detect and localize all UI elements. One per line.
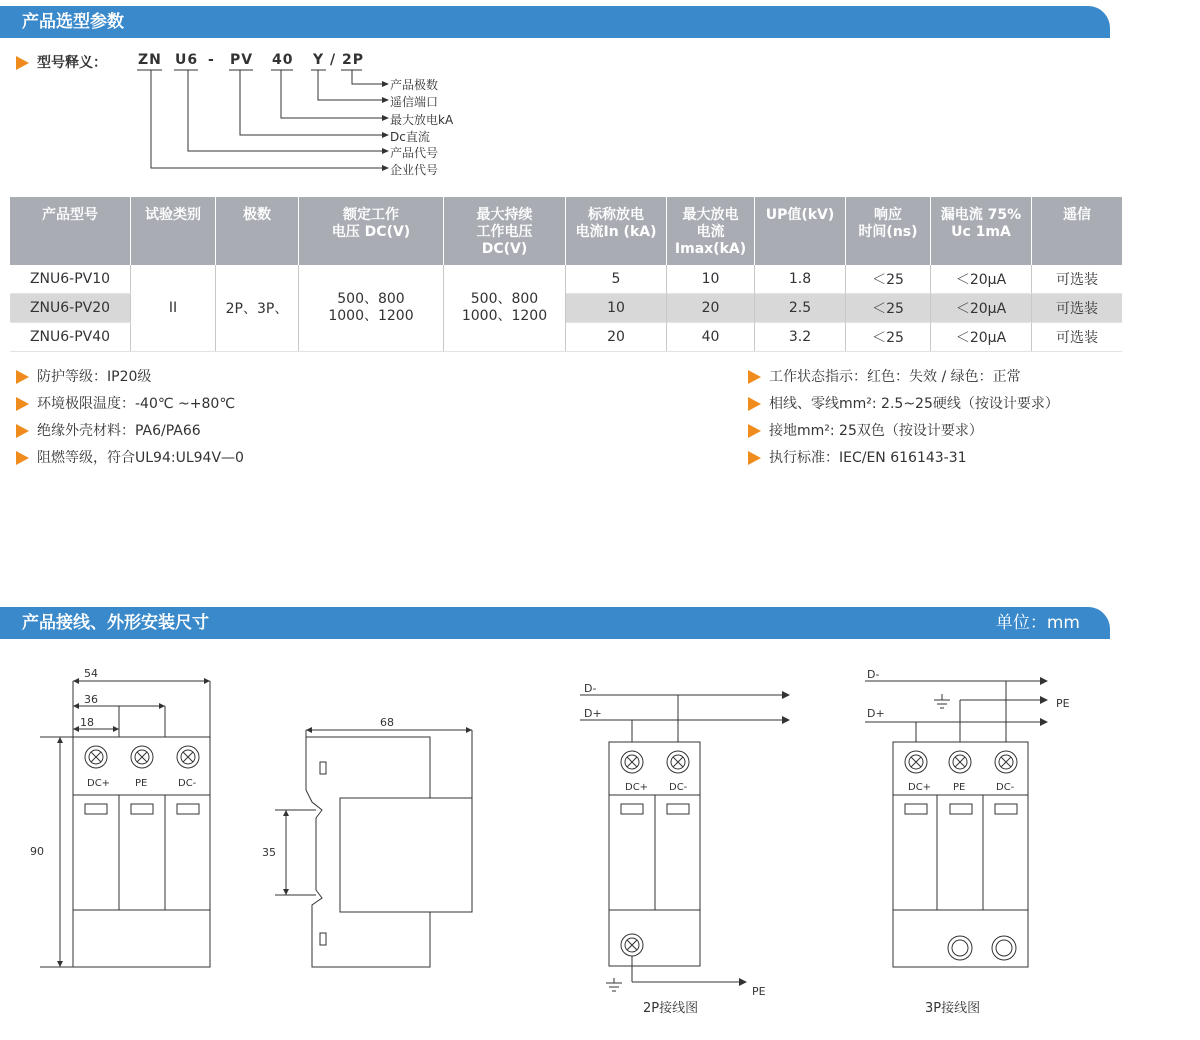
- feature-right-2: 相线、零线mm²: 2.5~25硬线（按设计要求）: [748, 394, 1059, 414]
- cell-in: 20: [566, 323, 667, 352]
- cell-remote: 可选装: [1032, 294, 1123, 323]
- 2p-line-dminus: D-: [584, 682, 597, 695]
- feature-left-2: 环境极限温度：-40℃ ~+80℃: [16, 394, 235, 414]
- cell-model: ZNU6-PV40: [10, 323, 131, 352]
- section-title: 产品选型参数: [22, 12, 124, 32]
- triangle-bullet-icon: [16, 424, 29, 438]
- triangle-bullet-icon: [748, 451, 761, 465]
- exp-product-code: 产品代号: [390, 146, 439, 160]
- th-max-current: 最大放电 电流 Imax(kA): [667, 197, 755, 265]
- front-view: [40, 678, 210, 967]
- cell-imax: 20: [667, 294, 755, 323]
- feature-right-4: 执行标准：IEC/EN 616143-31: [748, 448, 967, 468]
- th-response: 响应 时间(ns): [846, 197, 931, 265]
- th-nominal-current: 标称放电 电流In (kA): [566, 197, 667, 265]
- section-title: 产品接线、外形安装尺寸: [22, 613, 209, 633]
- dim-54: 54: [84, 667, 98, 680]
- triangle-bullet-icon: [748, 397, 761, 411]
- exp-remote: 遥信端口: [390, 95, 439, 109]
- dim-35: 35: [262, 846, 276, 859]
- exp-poles: 产品极数: [390, 78, 439, 92]
- cell-in: 10: [566, 294, 667, 323]
- drawings: [0, 650, 1200, 1040]
- cell-model: ZNU6-PV10: [10, 265, 131, 294]
- triangle-bullet-icon: [748, 424, 761, 438]
- cell-remote: 可选装: [1032, 265, 1123, 294]
- cell-model: ZNU6-PV20: [10, 294, 131, 323]
- cell-test-class: II: [131, 265, 216, 352]
- th-remote: 遥信: [1032, 197, 1123, 265]
- feature-right-3: 接地mm²: 25双色（按设计要求）: [748, 421, 983, 441]
- front-terminal-dcminus: DC-: [178, 778, 197, 789]
- 3p-line-dminus: D-: [867, 668, 880, 681]
- th-test-class: 试验类别: [131, 197, 216, 265]
- model-seg-dash: -: [208, 52, 215, 68]
- th-up-value: UP值(kV): [755, 197, 846, 265]
- 3p-terminal-pe: PE: [953, 782, 966, 793]
- wiring-3p: [865, 677, 1048, 967]
- side-view: [275, 727, 472, 967]
- cell-remote: 可选装: [1032, 323, 1123, 352]
- wiring-2p: [580, 691, 790, 991]
- triangle-bullet-icon: [16, 451, 29, 465]
- cell-leakage: ＜20μA: [931, 323, 1032, 352]
- feature-right-1: 工作状态指示：红色：失效 / 绿色：正常: [748, 367, 1021, 387]
- exp-dc: Dc直流: [390, 130, 430, 144]
- 2p-pe-label: PE: [752, 985, 766, 998]
- model-seg-2p: 2P: [342, 52, 365, 68]
- cell-imax: 10: [667, 265, 755, 294]
- unit-label: 单位：mm: [995, 613, 1080, 633]
- th-model: 产品型号: [10, 197, 131, 265]
- exp-company-code: 企业代号: [390, 163, 439, 177]
- th-rated-voltage: 额定工作 电压 DC(V): [299, 197, 444, 265]
- cell-in: 5: [566, 265, 667, 294]
- cell-imax: 40: [667, 323, 755, 352]
- cell-leakage: ＜20μA: [931, 294, 1032, 323]
- th-poles: 极数: [216, 197, 299, 265]
- 3p-pe-label: PE: [1056, 697, 1070, 710]
- model-seg-40: 40: [272, 52, 294, 68]
- 2p-terminal-dcminus: DC-: [669, 782, 688, 793]
- 3p-terminal-dcminus: DC-: [996, 782, 1015, 793]
- dim-90: 90: [30, 845, 44, 858]
- cell-poles: 2P、3P、: [216, 265, 299, 352]
- cell-up: 1.8: [755, 265, 846, 294]
- 3p-caption: 3P接线图: [925, 1001, 981, 1016]
- feature-left-4: 阻燃等级，符合UL94:UL94V—0: [16, 448, 244, 468]
- model-label: 型号释义：: [37, 55, 107, 71]
- 3p-terminal-dcplus: DC+: [908, 782, 932, 793]
- feature-left-3: 绝缘外壳材料：PA6/PA66: [16, 421, 201, 441]
- model-leader-lines: [0, 0, 400, 180]
- dim-68: 68: [380, 716, 394, 729]
- triangle-bullet-icon: [16, 370, 29, 384]
- model-seg-zn: ZN: [138, 52, 162, 68]
- front-terminal-dcplus: DC+: [87, 778, 111, 789]
- 2p-line-dplus: D+: [584, 707, 602, 720]
- cell-response: ＜25: [846, 323, 931, 352]
- table-row: [10, 265, 1122, 294]
- model-seg-slash: /: [330, 52, 337, 68]
- 2p-terminal-dcplus: DC+: [625, 782, 649, 793]
- dim-36: 36: [84, 693, 98, 706]
- model-seg-y: Y: [313, 52, 325, 68]
- triangle-bullet-icon: [748, 370, 761, 384]
- triangle-bullet-icon: [16, 397, 29, 411]
- th-max-voltage: 最大持续 工作电压 DC(V): [444, 197, 566, 265]
- 3p-line-dplus: D+: [867, 707, 885, 720]
- section-header-dimensions: [0, 607, 1110, 639]
- cell-leakage: ＜20μA: [931, 265, 1032, 294]
- model-seg-pv: PV: [230, 52, 254, 68]
- feature-left-1: 防护等级：IP20级: [16, 367, 151, 387]
- exp-max-discharge: 最大放电kA: [390, 113, 454, 127]
- cell-max-voltage: 500、800 1000、1200: [444, 265, 566, 352]
- th-leakage: 漏电流 75% Uc 1mA: [931, 197, 1032, 265]
- dim-18: 18: [80, 716, 94, 729]
- cell-response: ＜25: [846, 294, 931, 323]
- cell-rated-voltage: 500、800 1000、1200: [299, 265, 444, 352]
- table-header-row: [10, 197, 1122, 265]
- cell-response: ＜25: [846, 265, 931, 294]
- cell-up: 3.2: [755, 323, 846, 352]
- 2p-caption: 2P接线图: [643, 1001, 699, 1016]
- cell-up: 2.5: [755, 294, 846, 323]
- model-seg-u6: U6: [175, 52, 199, 68]
- front-terminal-pe: PE: [135, 778, 148, 789]
- spec-table: [10, 197, 1122, 352]
